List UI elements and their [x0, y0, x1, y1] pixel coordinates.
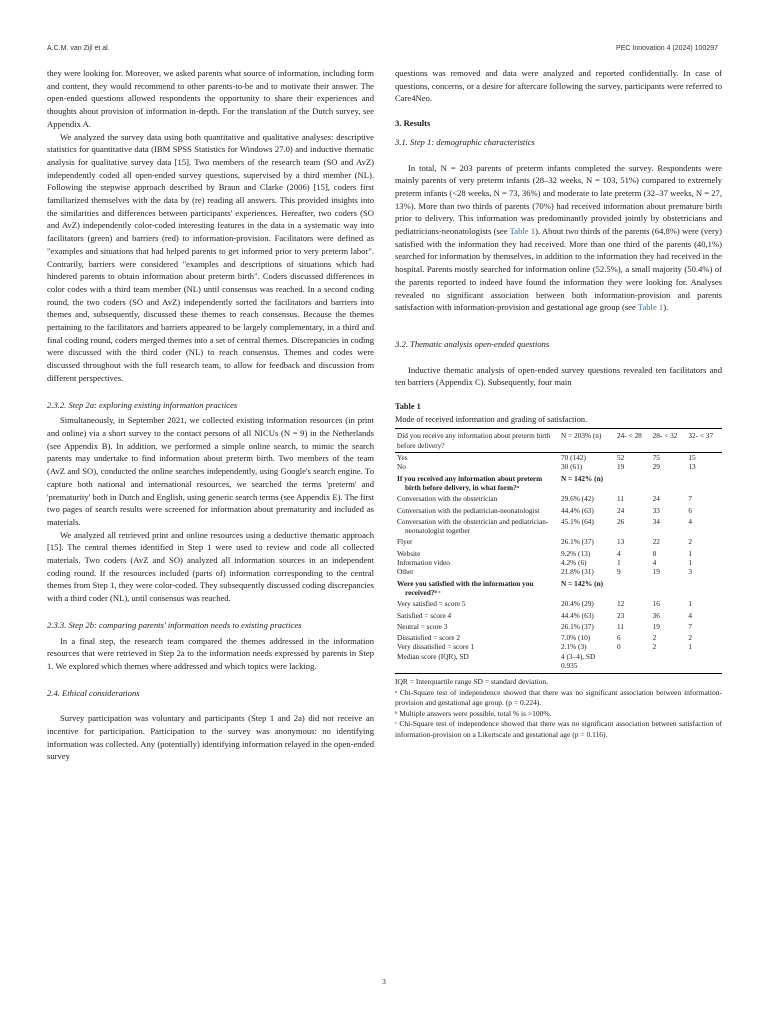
table-row: [395, 577, 722, 598]
paragraph: Simultaneously, in September 2021, we collected existing information resources (in print and online) via a short survey to the contact persons of all NICUs (N = 9) in the Netherlands (see Appendix B). In addition, we performed a simple online search, to mimic the search parents may undertake to find information about preterm birth. Two members of the team (AvZ and SO), conducted the online searches independently, using Google's search engine. To capture both national and international resources, we searched the terms 'preterm' and 'prematurity' both in Dutch and English, using generic search terms (see Appendix E). The first two pages of search results were screened for information about prematurity and included as materials.: [47, 415, 374, 527]
left-column: [47, 67, 374, 763]
table-row: [395, 504, 722, 515]
table-cell: 11: [617, 494, 625, 504]
table-cell: 19: [652, 621, 660, 631]
section-heading-results: 3. Results: [395, 118, 431, 129]
table-cell: Conversation with the obstetrician: [397, 494, 498, 504]
table-cell: N = 142% (n): [561, 473, 604, 483]
column-header: 32- < 37: [686, 429, 722, 453]
table-cell: [686, 472, 722, 493]
table-note: ᵇ Multiple answers were possible, total % is >100%.: [395, 708, 552, 718]
section-heading-2-3-2: 2.3.2. Step 2a: exploring existing information practices: [47, 399, 238, 410]
table-cell: 44.4% (63): [561, 610, 594, 620]
table-cell: 29: [652, 462, 660, 472]
table-cell: 6: [617, 633, 621, 643]
table-cell: [686, 652, 722, 674]
table-cell: 29.6% (42): [561, 494, 594, 504]
table-cell: 1: [688, 558, 692, 568]
table-cell: Other: [397, 567, 414, 577]
table-cell: Flyer: [397, 537, 413, 547]
table-cell: 9.2% (13): [561, 548, 591, 558]
table-row: [395, 535, 722, 546]
table-cell: [651, 652, 687, 674]
table-row: [395, 558, 722, 567]
column-header: 24- < 28: [615, 429, 651, 453]
table-cell: 7.0% (10): [561, 633, 591, 643]
table-cell: [651, 577, 687, 598]
table-cell: 4: [652, 558, 657, 568]
table-cell: 13: [688, 462, 696, 472]
table-cell: Median score (IQR), SD: [395, 652, 559, 674]
table-cell: 16: [652, 599, 660, 609]
table-row: [395, 462, 722, 471]
table-1: [395, 428, 722, 674]
table-header-row: [395, 429, 722, 453]
table-cell: 33: [652, 505, 660, 515]
table-row: [395, 453, 722, 463]
table-caption: Table 1: [395, 402, 421, 412]
table-row: [395, 515, 722, 536]
table-cell: 26.1% (37): [561, 621, 594, 631]
table-note: ᵃ Chi-Square test of independence showed that there was no significant association between information-provision and gestational age group. (p = 0.224).: [395, 687, 722, 708]
table-cell: 70 (142): [561, 453, 586, 463]
table-cell: Very satisfied = score 5: [397, 599, 466, 609]
table-cell: [615, 472, 651, 493]
table-cell: 1: [688, 548, 692, 558]
running-head-authors: A.C.M. van Zijl et al.: [47, 45, 110, 52]
table-cell: 19: [652, 567, 660, 577]
table-cell: 6: [688, 505, 692, 515]
table-cell: 23: [617, 610, 625, 620]
table-1-link[interactable]: Table 1: [509, 226, 536, 237]
table-row: [395, 620, 722, 631]
table-cell: 8: [652, 548, 657, 558]
table-cell: No: [397, 462, 406, 472]
table-row: [395, 631, 722, 642]
table-cell: 36: [652, 610, 660, 620]
table-cell: 4: [688, 516, 692, 526]
paragraph: questions was removed and data were analyzed and reported confidentially. In case of questions, concerns, or a desire for aftercare following the survey, participants were referred to Care4Neo.: [395, 68, 722, 104]
page-number: 3: [382, 977, 386, 986]
table-cell: 7: [688, 494, 692, 504]
table-cell: 7: [688, 621, 692, 631]
column-header: 28- < 32: [651, 429, 687, 453]
table-row: [395, 609, 722, 620]
table-cell: 15: [688, 453, 696, 463]
table-cell: Website: [397, 548, 421, 558]
paragraph: In a final step, the research team compared the themes addressed in the information resources that were retrieved in Step 2a to the information needs expressed by parents in Step 1. We explored which themes where addressed and which topics were lacking.: [47, 635, 374, 671]
table-cell: 4: [688, 610, 692, 620]
paragraph: Inductive thematic analysis of open-ended survey questions revealed ten facilitators and ten barriers (Appendix C). Subsequently, four main: [395, 364, 722, 388]
table-cell: 2.1% (3): [561, 642, 587, 652]
table-row: [395, 652, 722, 674]
table-cell: Very dissatisfied = score 1: [397, 642, 475, 652]
table-cell: 24: [617, 505, 625, 515]
table-cell: [651, 472, 687, 493]
table-cell: 9: [617, 567, 621, 577]
table-cell: 30 (61): [561, 462, 583, 472]
table-cell: Information video: [397, 558, 450, 568]
table-cell: 0: [617, 642, 621, 652]
paragraph: We analyzed all retrieved print and online resources using a deductive thematic approach [15]. The central themes identified in Step 1 were used to review and code all collected materials. Two coders (AvZ and SO) analyzed all information sources in an independent coding round. If the resources included (parts of) information corresponding to the central themes from Step 1, they were color-coded. They subsequently discussed coding discrepancies with a third coder (NL), until consensus was reached.: [47, 529, 374, 604]
table-row: [395, 567, 722, 576]
section-heading-3-1: 3.1. Step 1: demographic characteristics: [395, 136, 535, 147]
table-cell: 4.2% (6): [561, 558, 587, 568]
table-cell: Conversation with the obstetrician and pediatrician-neonatologist together: [397, 516, 549, 536]
table-cell: 4: [617, 548, 621, 558]
table-cell: 20.4% (29): [561, 599, 594, 609]
table-cell: Dissatisfied = score 2: [397, 633, 461, 643]
paragraph: Survey participation was voluntary and participants (Step 1 and 2a) did not receive an incentive for participation. Participation to the survey was anonymous: no identifying information was collected. Any (potentially) identifying information relayed in the open-ended survey: [47, 713, 374, 762]
table-cell: 45.1% (64): [561, 516, 594, 526]
table-cell: If you received any information about preterm birth before delivery, in what form?ᵃ: [397, 473, 543, 492]
table-cell: 2: [688, 633, 692, 643]
section-heading-3-2: 3.2. Thematic analysis open-ended questions: [395, 338, 550, 349]
table-cell: 11: [617, 621, 625, 631]
table-1-link[interactable]: Table 1: [637, 302, 664, 313]
table-cell: [686, 577, 722, 598]
table-cell: 19: [617, 462, 625, 472]
table-cell: 24: [652, 494, 660, 504]
column-header: N = 203% (n): [559, 429, 615, 453]
table-cell: 52: [617, 453, 625, 463]
table-cell: 26: [617, 516, 625, 526]
table-row: [395, 597, 722, 608]
paragraph: In total, N = 203 parents of preterm infants completed the survey. Respondents were mainly parents of very preterm infants (28–32 weeks, N = 103, 51%) compared to extremely preterm infants (<28 weeks, N = 73, 36%) and moderate to late preterm (32–37 weeks, N = 27, 13%). More than two thirds of parents (70%) had received information about premature birth prior to delivery. This information was predominantly provided jointly by obstetricians and pediatricians-neonatologists (see Table 1). About two thirds of the parents (64,8%) were (very) satisfied with the information they had received. More than one third of the parents (40,1%) searched for information by themselves, in addition to the information they had received in the hospital. Parents mostly searched for information online (52.5%), a small majority (50.4%) of the parents reported to indeed have found the information they were looking for. Analyses revealed no significant association between both information-provision and parents satisfaction with information-provision and gestational age group (see Table 1).: [395, 162, 722, 313]
table-cell: Conversation with the pediatrician-neonatologist: [397, 505, 540, 515]
table-cell: 22: [652, 537, 660, 547]
table-cell: 26.1% (37): [561, 537, 594, 547]
table-cell: 2: [688, 537, 692, 547]
table-cell: 3: [688, 567, 692, 577]
table-cell: 1: [688, 599, 692, 609]
table-cell: 2: [652, 642, 657, 652]
table-row: [395, 642, 722, 651]
paragraph: We analyzed the survey data using both quantitative and qualitative analyses: descriptive statistics for quantitative data (IBM SPSS Statistics for Windows 27.0) and inductive thematic analysis for qualitative survey data [15]. Two members of the research team (SO and AvZ) independently coded all open-ended survey questions, supervised by a third member (NL). Following the stepwise approach described by Braun and Clarke (2006) [15], coders first familiarized themselves with the data by (re) reading all answers. This provided insights into the similarities and differences between participants' experiences. Hereafter, two coders (SO and AvZ) independently color-coded interesting features in the data in a systematic way into facilitators (green) and barriers (red) to information-provision. Facilitators were defined as "examples and situations that had helped parents to get informed prior to very preterm labor". Contrarily, barriers were considered "examples and descriptions of situations which had hindered parents to obtain information about preterm birth". Coders discussed differences in color codes with a third team member (NL) until consensus was reached. In a second coding round, the two coders (SO and AvZ) independently sorted the facilitators and barriers into themes and, subsequently, discussed these themes to reach consensus. Because the themes pertaining to the facilitators and barriers appeared to be largely complementary, in a third and final coding round, coders merged themes into a set of central themes. Discrepancies in coding were discussed with the third coder (NL) to reach consensus. Themes and codes were discussed throughout with the full research team, to allow for feedback and discussion from different perspectives.: [47, 131, 374, 383]
table-cell: Yes: [397, 453, 408, 463]
table-cell: 75: [652, 453, 660, 463]
table-cell: 1: [617, 558, 621, 568]
table-cell: [615, 577, 651, 598]
table-note: ᶜ Chi-Square test of independence showed that there was no significant association between satisfaction of information-provision on a Likertscale and gestational age (p = 0.116).: [395, 719, 722, 739]
table-cell: 12: [617, 599, 625, 609]
table-cell: 4 (3–4), SD 0.935: [559, 652, 615, 674]
section-heading-2-4: 2.4. Ethical considerations: [47, 687, 140, 698]
right-column: [395, 67, 722, 740]
paragraph: they were looking for. Moreover, we asked parents what source of information, including form and content, they would recommend to other parents-to-be and to motivate their answer. The open-ended questions allowed respondents the opportunity to share their experiences and thoughts about provision of information in-depth. For the translation of the Dutch survey, see Appendix A.: [47, 68, 374, 129]
table-cell: 21.8% (31): [561, 567, 594, 577]
table-cell: 2: [652, 633, 657, 643]
running-head-journal: PEC Innovation 4 (2024) 100297: [616, 45, 718, 52]
table-cell: Satisfied = score 4: [397, 610, 452, 620]
table-row: [395, 547, 722, 558]
table-cell: 13: [617, 537, 625, 547]
table-row: [395, 492, 722, 503]
table-cell: [615, 652, 651, 674]
table-cell: N = 142% (n): [561, 578, 604, 588]
table-cell: Were you satisfied with the information you received?ᵇ ᶜ: [397, 578, 534, 597]
table-cell: 44.4% (63): [561, 505, 594, 515]
column-header: Did you receive any information about preterm birth before delivery?: [395, 429, 559, 453]
table-row: [395, 472, 722, 493]
table-notes: [395, 677, 722, 740]
table-cell: 1: [688, 642, 692, 652]
section-heading-2-3-3: 2.3.3. Step 2b: comparing parents' information needs to existing practices: [47, 619, 302, 630]
table-cell: Neutral = score 3: [397, 621, 448, 631]
table-subtitle: Mode of received information and grading of satisfaction.: [395, 414, 588, 424]
table-cell: 34: [652, 516, 660, 526]
table-note: IQR = Interquartile range SD = standard deviation.: [395, 677, 548, 687]
